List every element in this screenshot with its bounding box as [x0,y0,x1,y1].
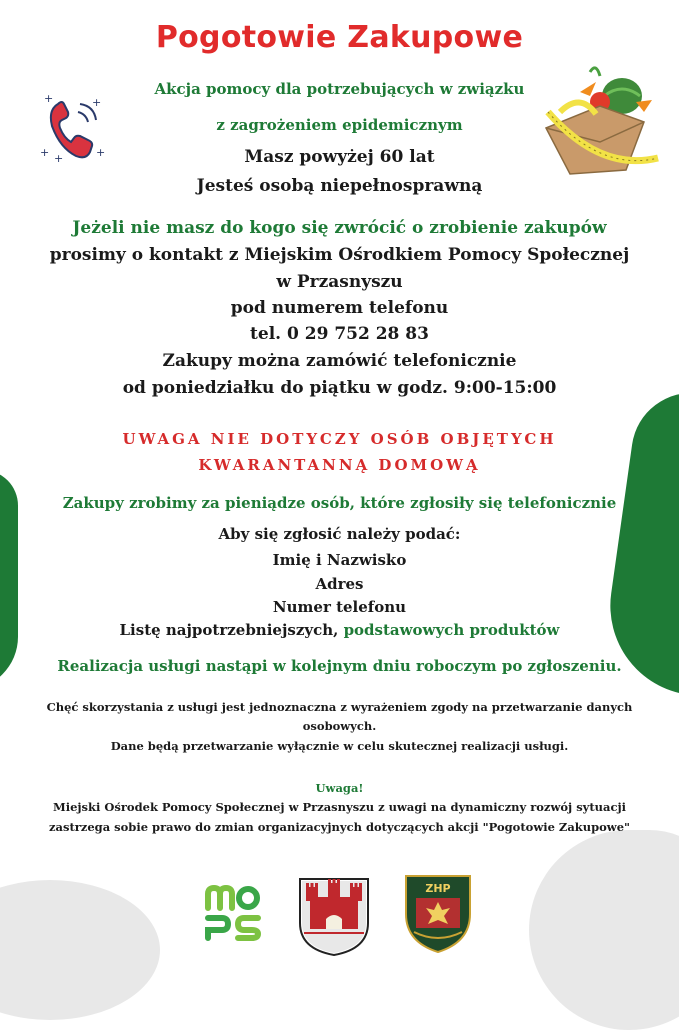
contact-line-2: prosimy o kontakt z Miejskim Ośrodkiem Pomocy Społecznej [49,245,630,265]
phone-number: tel. 0 29 752 28 83 [250,324,429,344]
consent-line-3: Dane będą przetwarzanie wyłącznie w celu skutecznej realizacji usługi. [110,739,569,753]
required-item-list-green: podstawowych produktów [343,621,560,639]
intro-line-1: Akcja pomocy dla potrzebujących w związku [154,80,525,98]
zhp-logo-text: ZHP [425,882,451,895]
contact-line-4: pod numerem telefonu [230,298,449,318]
consent-line-2: osobowych. [302,719,377,733]
svg-text:+: + [54,152,64,165]
consent-line-1: Chęć skorzystania z usługi jest jednoznaczna z wyrażeniem zgody na przetwarzanie danych [46,700,633,714]
warning-line-2: KWARANTANNĄ DOMOWĄ [198,456,481,474]
required-item-list [0,621,679,639]
svg-text:+: + [40,146,50,159]
required-item-name: Imię i Nazwisko [272,551,407,569]
zhp-logo [402,872,474,954]
svg-text:+: + [44,92,54,105]
decorative-grey-shape-bottom-left [0,880,160,1020]
intro-line-4: Jesteś osobą niepełnosprawną [196,176,483,196]
svg-text:+: + [96,146,106,159]
provide-heading: Aby się zgłosić należy podać: [218,525,461,543]
intro-line-2: z zagrożeniem epidemicznym [216,116,463,134]
contact-hours: od poniedziałku do piątku w godz. 9:00-15:00 [122,378,557,398]
town-crest-logo [296,875,372,957]
notice-line-2: zastrzega sobie prawo do zmian organizacyjnych dotyczących akcji "Pogotowie Zakupowe" [48,820,631,834]
contact-line-1: Jeżeli nie masz do kogo się zwrócić o zrobienie zakupów [72,218,607,238]
notice-line-1: Miejski Ośrodek Pomocy Społecznej w Przasnyszu z uwagi na dynamiczny rozwój sytuacji [52,800,627,814]
intro-line-3: Masz powyżej 60 lat [244,147,435,167]
warning-line-1: UWAGA NIE DOTYCZY OSÓB OBJĘTYCH [122,430,557,448]
svg-text:+: + [92,96,102,109]
notice-heading: Uwaga! [315,781,364,795]
payment-info: Zakupy zrobimy za pieniądze osób, które zgłosiły się telefonicznie [62,494,617,512]
required-item-phone: Numer telefonu [272,598,407,616]
decorative-grey-shape-bottom-right [529,830,679,1030]
realization-info: Realizacja usługi nastąpi w kolejnym dniu roboczym po zgłoszeniu. [57,657,622,675]
required-item-list-black: Listę najpotrzebniejszych, [119,621,344,639]
page-title: Pogotowie Zakupowe [155,20,524,55]
contact-line-6: Zakupy można zamówić telefonicznie [162,351,517,371]
required-item-address: Adres [315,575,364,593]
mops-logo [200,882,266,942]
contact-line-3: w Przasnyszu [276,272,403,292]
